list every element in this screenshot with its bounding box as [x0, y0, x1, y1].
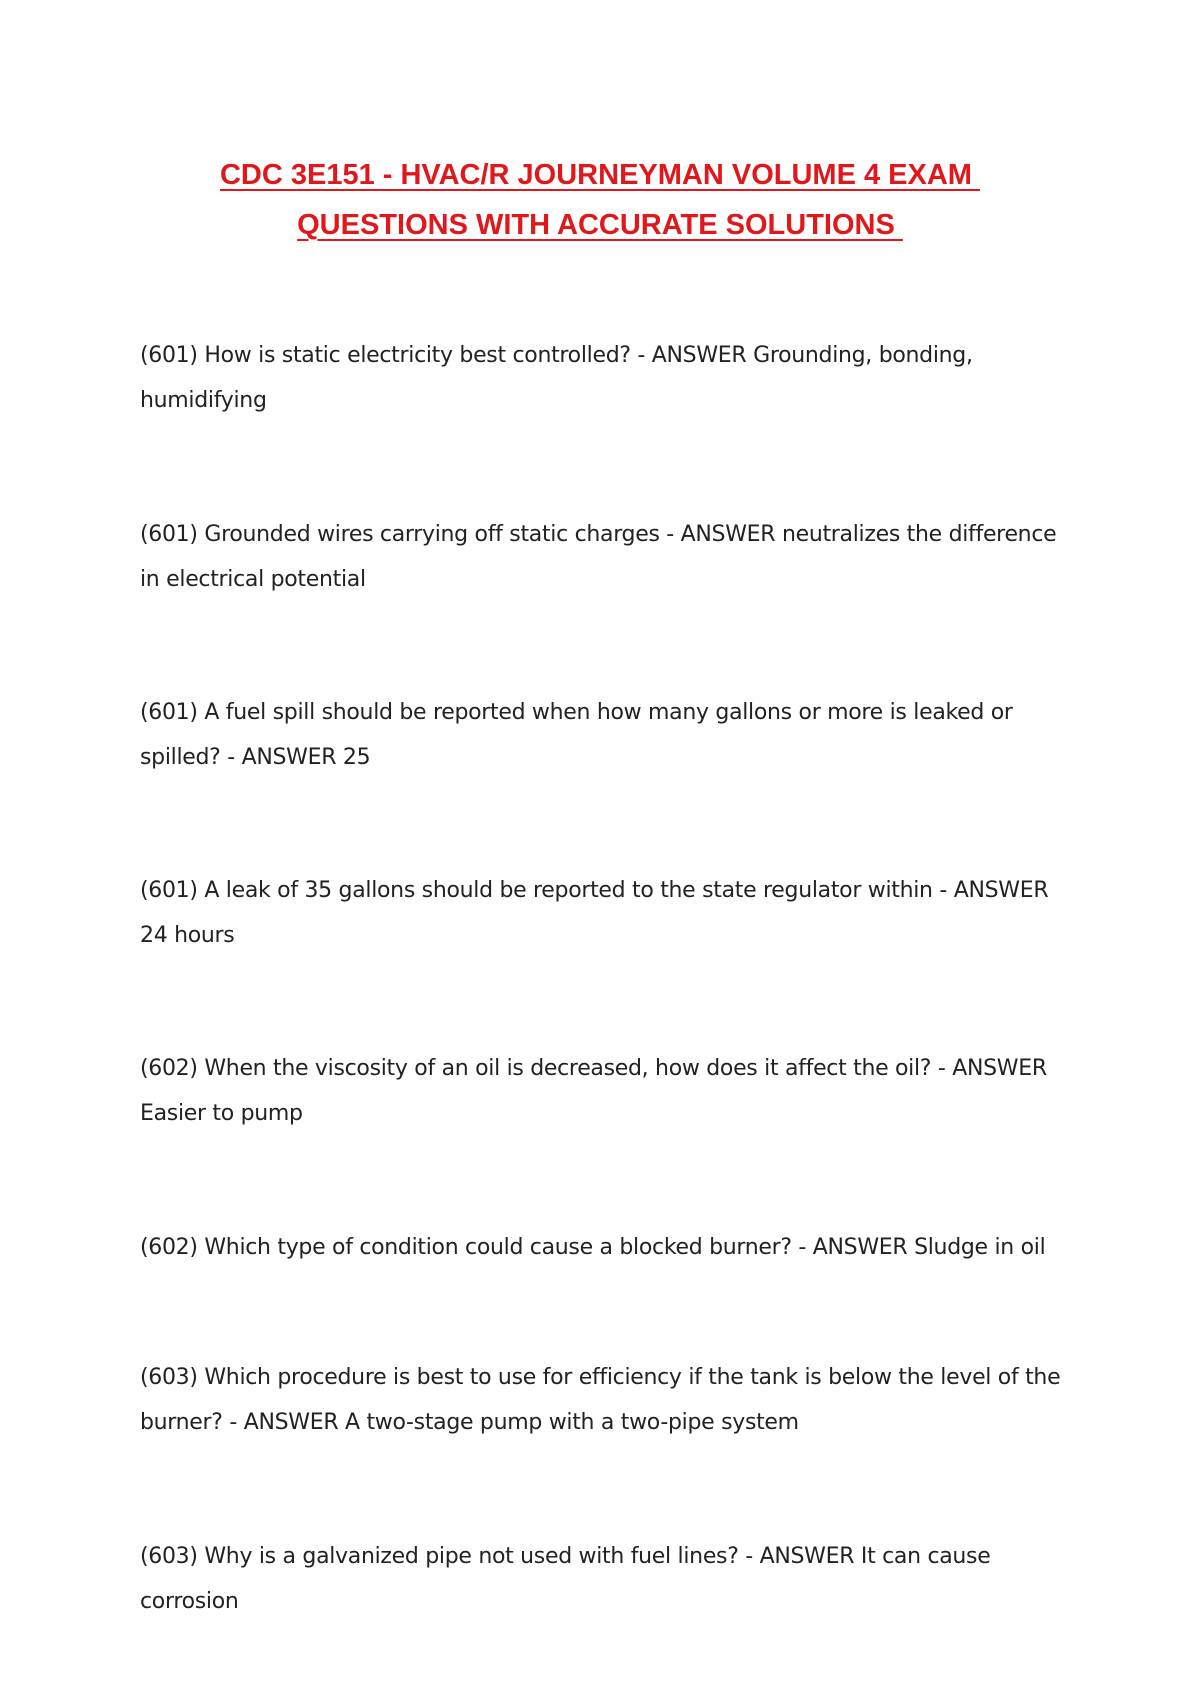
- qa-item: (602) When the viscosity of an oil is decreased, how does it affect the oil? - ANSWER Easier to pump: [140, 1056, 1047, 1126]
- title-line-1: CDC 3E151 - HVAC/R JOURNEYMAN VOLUME 4 EXAM: [219, 159, 981, 191]
- title-line-2: QUESTIONS WITH ACCURATE SOLUTIONS: [297, 209, 903, 241]
- qa-item: (601) Grounded wires carrying off static charges - ANSWER neutralizes the difference in electrical potential: [140, 522, 1057, 592]
- qa-item: (601) A fuel spill should be reported when how many gallons or more is leaked or spilled? - ANSWER 25: [140, 700, 1013, 770]
- qa-item: (603) Why is a galvanized pipe not used with fuel lines? - ANSWER It can cause corrosion: [140, 1544, 991, 1614]
- qa-item: (602) Which type of condition could cause a blocked burner? - ANSWER Sludge in oil: [140, 1235, 1046, 1260]
- qa-item: (601) A leak of 35 gallons should be reported to the state regulator within - ANSWER 24 hours: [140, 878, 1049, 948]
- qa-item: (603) Which procedure is best to use for efficiency if the tank is below the level of the burner? - ANSWER A two-stage pump with a two-pipe system: [140, 1365, 1061, 1435]
- document-title: [150, 150, 1050, 250]
- qa-item: (601) How is static electricity best controlled? - ANSWER Grounding, bonding, humidifying: [140, 343, 973, 413]
